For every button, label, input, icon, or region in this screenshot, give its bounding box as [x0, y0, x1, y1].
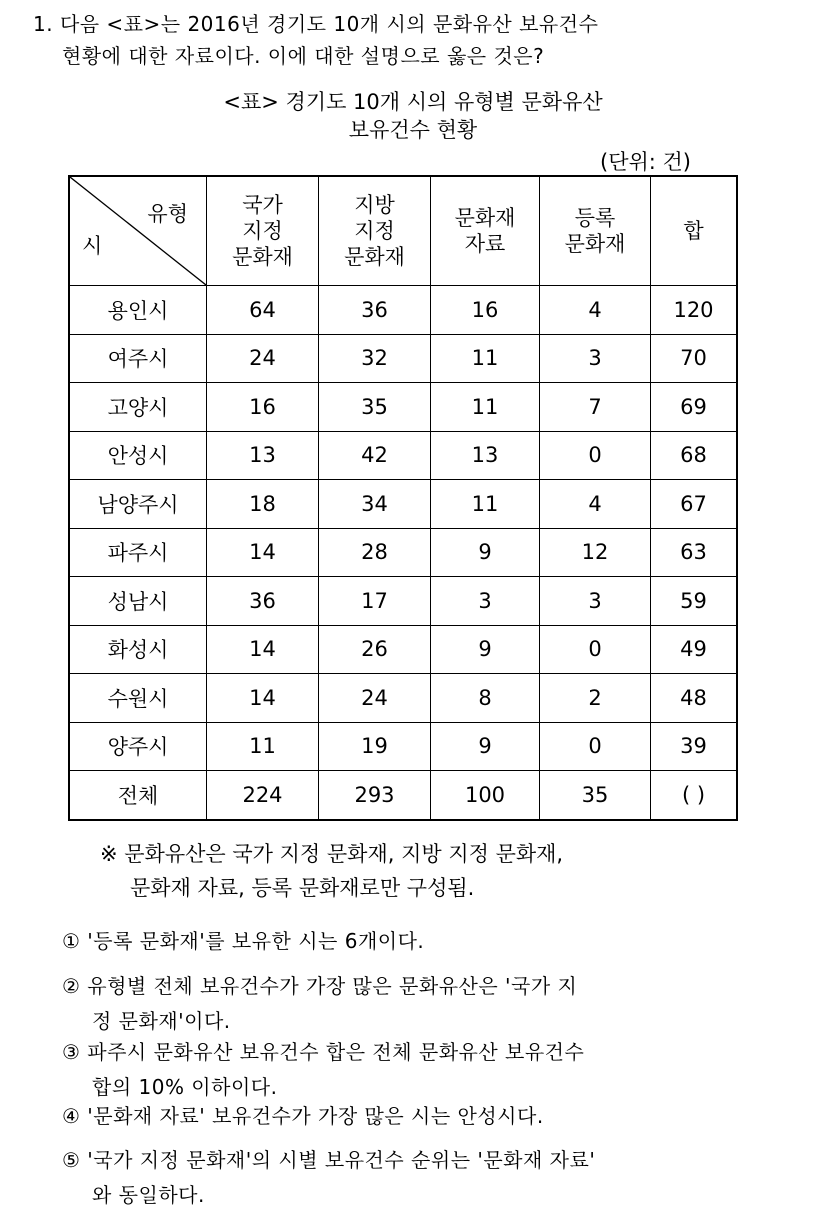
value-cell: 69: [651, 383, 738, 432]
note-line-2: 문화재 자료, 등록 문화재로만 구성됨.: [130, 876, 475, 900]
total-row: [69, 771, 737, 820]
column-header-line: 지방: [354, 193, 395, 217]
value-cell: 32: [319, 334, 431, 383]
question-line-1: 1. 다음 <표>는 2016년 경기도 10개 시의 문화유산 보유건수: [33, 12, 599, 36]
table-row: [69, 383, 737, 432]
heritage-table: [68, 175, 738, 821]
option-text: ④ '문화재 자료' 보유건수가 가장 많은 시는 안성시다.: [62, 1104, 544, 1128]
value-cell: 8: [431, 674, 540, 723]
city-cell: 양주시: [69, 722, 207, 771]
value-cell: 9: [431, 528, 540, 577]
city-cell: 여주시: [69, 334, 207, 383]
table-row: [69, 625, 737, 674]
value-cell: 24: [207, 334, 319, 383]
value-cell: 13: [207, 431, 319, 480]
value-cell: 9: [431, 625, 540, 674]
table-row: [69, 722, 737, 771]
value-cell: 49: [651, 625, 738, 674]
value-cell: 67: [651, 480, 738, 529]
option-text: ③ 파주시 문화유산 보유건수 합은 전체 문화유산 보유건수: [62, 1040, 585, 1064]
value-cell: 16: [431, 286, 540, 335]
value-cell: 120: [651, 286, 738, 335]
value-cell: 16: [207, 383, 319, 432]
table-row: [69, 577, 737, 626]
value-cell: 293: [319, 771, 431, 820]
value-cell: 19: [319, 722, 431, 771]
value-cell: 4: [540, 480, 651, 529]
value-cell: 0: [540, 431, 651, 480]
value-cell: 7: [540, 383, 651, 432]
diagonal-line: [70, 177, 206, 285]
value-cell: 4: [540, 286, 651, 335]
table-row: [69, 674, 737, 723]
value-cell: 63: [651, 528, 738, 577]
value-cell: 17: [319, 577, 431, 626]
value-cell: 35: [319, 383, 431, 432]
value-cell: ( ): [651, 771, 738, 820]
value-cell: 0: [540, 722, 651, 771]
question-line-2: 현황에 대한 자료이다. 이에 대한 설명으로 옳은 것은?: [62, 44, 545, 68]
option-3[interactable]: [62, 1036, 584, 1100]
value-cell: 224: [207, 771, 319, 820]
option-text: ② 유형별 전체 보유건수가 가장 많은 문화유산은 '국가 지: [62, 974, 578, 998]
column-header: [540, 176, 651, 286]
value-cell: 14: [207, 674, 319, 723]
city-cell: 용인시: [69, 286, 207, 335]
table-row: [69, 528, 737, 577]
value-cell: 100: [431, 771, 540, 820]
value-cell: 12: [540, 528, 651, 577]
city-cell: 남양주시: [69, 480, 207, 529]
city-cell: 파주시: [69, 528, 207, 577]
value-cell: 28: [319, 528, 431, 577]
table-row: [69, 334, 737, 383]
value-cell: 39: [651, 722, 738, 771]
column-header-line: 문화재: [232, 245, 293, 269]
column-header-line: 지정: [354, 219, 395, 243]
column-header: [651, 176, 738, 286]
value-cell: 68: [651, 431, 738, 480]
value-cell: 11: [431, 480, 540, 529]
value-cell: 34: [319, 480, 431, 529]
corner-city-label: 시: [82, 234, 103, 258]
value-cell: 36: [319, 286, 431, 335]
city-cell: 성남시: [69, 577, 207, 626]
column-header-line: 자료: [464, 232, 506, 256]
table-row: [69, 480, 737, 529]
value-cell: 11: [431, 334, 540, 383]
note-line-1: ※ 문화유산은 국가 지정 문화재, 지방 지정 문화재,: [100, 842, 564, 866]
column-header-line: 국가: [242, 193, 283, 217]
option-text-cont: 정 문화재'이다.: [92, 1009, 231, 1033]
value-cell: 3: [540, 334, 651, 383]
value-cell: 36: [207, 577, 319, 626]
corner-type-label: 유형: [147, 202, 188, 226]
option-text-cont: 와 동일하다.: [92, 1183, 205, 1207]
value-cell: 9: [431, 722, 540, 771]
table-row: [69, 431, 737, 480]
city-cell: 화성시: [69, 625, 207, 674]
value-cell: 13: [431, 431, 540, 480]
value-cell: 2: [540, 674, 651, 723]
value-cell: 48: [651, 674, 738, 723]
value-cell: 14: [207, 625, 319, 674]
city-cell: 전체: [69, 771, 207, 820]
value-cell: 14: [207, 528, 319, 577]
column-header-line: 지정: [242, 219, 283, 243]
value-cell: 26: [319, 625, 431, 674]
corner-header-cell: [69, 176, 207, 286]
value-cell: 24: [319, 674, 431, 723]
option-text-cont: 합의 10% 이하이다.: [92, 1075, 278, 1099]
value-cell: 0: [540, 625, 651, 674]
column-header-line: 등록: [574, 206, 616, 230]
value-cell: 59: [651, 577, 738, 626]
city-cell: 수원시: [69, 674, 207, 723]
option-4[interactable]: [62, 1100, 544, 1129]
value-cell: 11: [431, 383, 540, 432]
table-caption-line-2: 보유건수 현황: [348, 118, 478, 142]
option-text: ① '등록 문화재'를 보유한 시는 6개이다.: [62, 929, 425, 953]
option-5[interactable]: [62, 1144, 595, 1208]
value-cell: 64: [207, 286, 319, 335]
unit-label: (단위: 건): [600, 150, 691, 174]
city-cell: 고양시: [69, 383, 207, 432]
column-header: [319, 176, 431, 286]
value-cell: 42: [319, 431, 431, 480]
option-1[interactable]: [62, 925, 424, 954]
table-row: [69, 286, 737, 335]
column-header-line: 문화재: [344, 245, 405, 269]
option-text: ⑤ '국가 지정 문화재'의 시별 보유건수 순위는 '문화재 자료': [62, 1148, 596, 1172]
value-cell: 3: [540, 577, 651, 626]
value-cell: 35: [540, 771, 651, 820]
value-cell: 11: [207, 722, 319, 771]
column-header-line: 문화재: [564, 232, 626, 256]
value-cell: 18: [207, 480, 319, 529]
value-cell: 3: [431, 577, 540, 626]
table-caption-line-1: <표> 경기도 10개 시의 유형별 문화유산: [223, 90, 603, 114]
column-header: [207, 176, 319, 286]
column-header: [431, 176, 540, 286]
value-cell: 70: [651, 334, 738, 383]
city-cell: 안성시: [69, 431, 207, 480]
option-2[interactable]: [62, 970, 577, 1034]
column-header-line: 문화재: [454, 206, 516, 230]
column-header-line: 합: [683, 219, 704, 243]
